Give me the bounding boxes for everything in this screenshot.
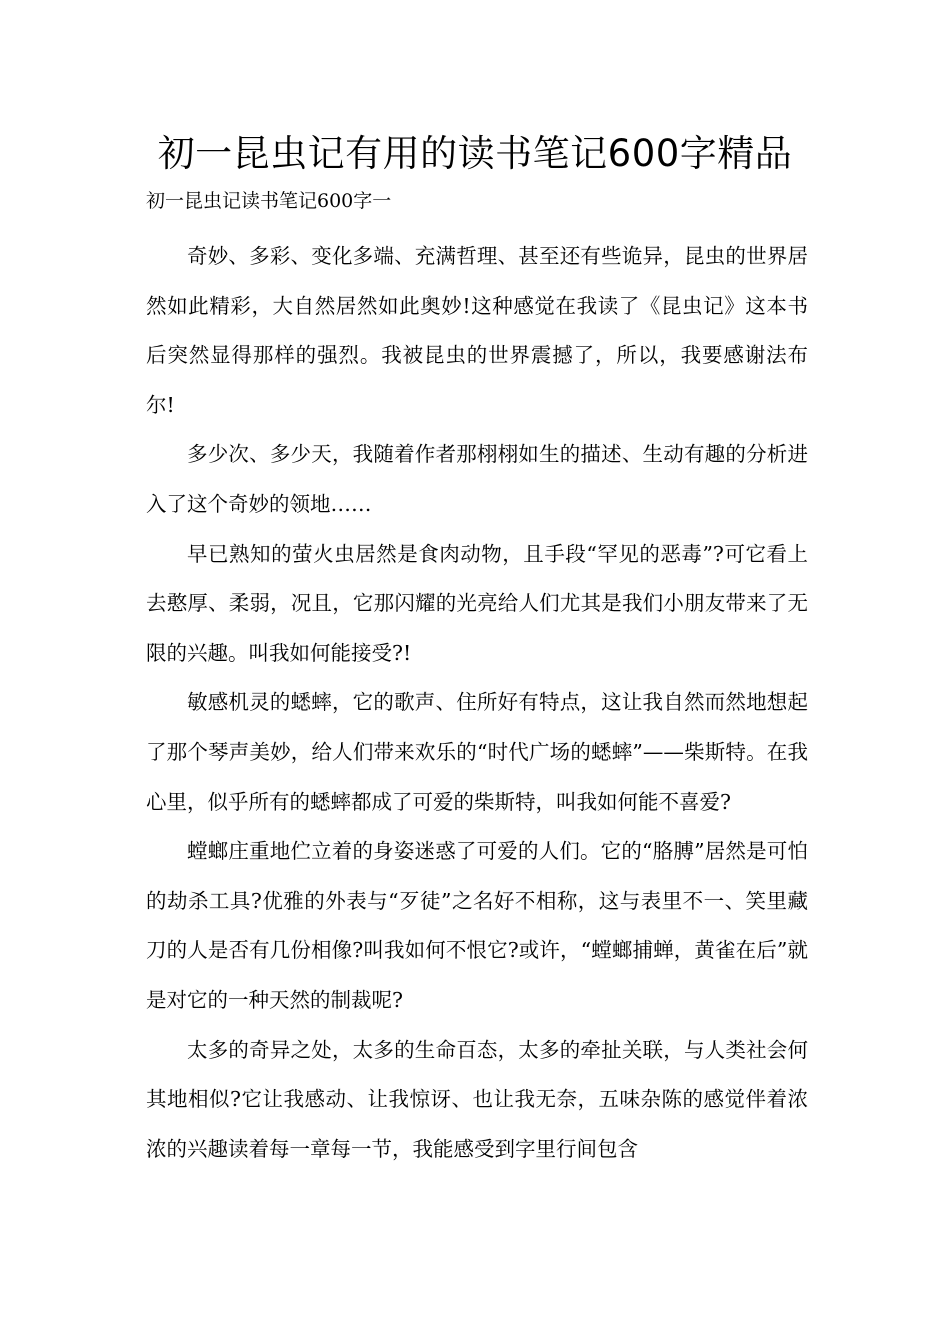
paragraph: 早已熟知的萤火虫居然是食肉动物，且手段“罕见的恶毒”?可它看上去憨厚、柔弱，况且，它那闪耀的光亮给人们尤其是我们小朋友带来了无限的兴趣。叫我如何能接受?! bbox=[146, 541, 808, 665]
paragraph: 多少次、多少天，我随着作者那栩栩如生的描述、生动有趣的分析进入了这个奇妙的领地…… bbox=[146, 442, 808, 516]
paragraph: 敏感机灵的蟋蟀，它的歌声、住所好有特点，这让我自然而然地想起了那个琴声美妙，给人们带来欢乐的“时代广场的蟋蟀”——柴斯特。在我心里，似乎所有的蟋蟀都成了可爱的柴斯特，叫我如何能不喜爱? bbox=[146, 690, 808, 814]
document-body bbox=[146, 232, 808, 1174]
section-subtitle: 初一昆虫记读书笔记600字一 bbox=[146, 190, 392, 212]
paragraph: 太多的奇异之处，太多的生命百态，太多的牵扯关联，与人类社会何其地相似?它让我感动、让我惊讶、也让我无奈，五味杂陈的感觉伴着浓浓的兴趣读着每一章每一节，我能感受到字里行间包含 bbox=[146, 1037, 808, 1161]
document-title: 初一昆虫记有用的读书笔记600字精品 bbox=[157, 132, 793, 175]
paragraph: 奇妙、多彩、变化多端、充满哲理、甚至还有些诡异，昆虫的世界居然如此精彩，大自然居然如此奥妙!这种感觉在我读了《昆虫记》这本书后突然显得那样的强烈。我被昆虫的世界震撼了，所以，我要感谢法布尔! bbox=[146, 244, 808, 417]
paragraph: 螳螂庄重地伫立着的身姿迷惑了可爱的人们。它的“胳膊”居然是可怕的劫杀工具?优雅的外表与“歹徒”之名好不相称，这与表里不一、笑里藏刀的人是否有几份相像?叫我如何不恨它?或许，“螳螂捕蝉，黄雀在后”就是对它的一种天然的制裁呢? bbox=[146, 839, 808, 1012]
